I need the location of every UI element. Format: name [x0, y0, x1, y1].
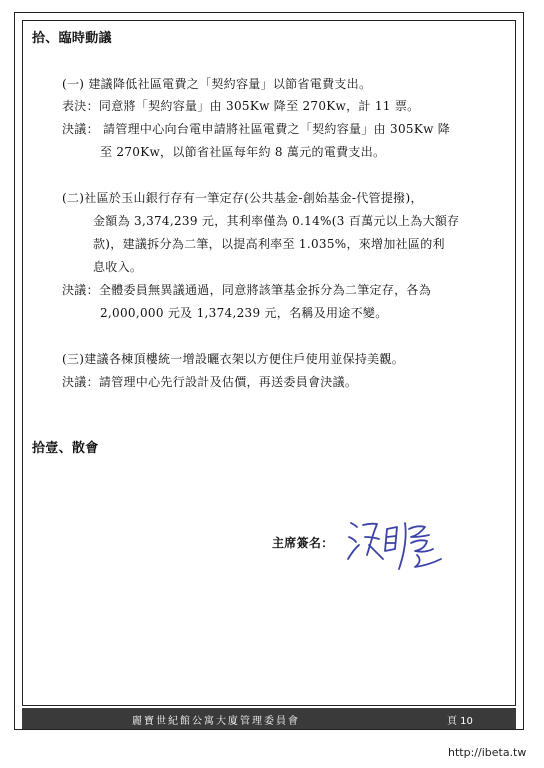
motion-2-text-line3: 款)，建議拆分為二筆，以提高利率至 1.035%，來增加社區的利: [93, 237, 445, 251]
website-watermark: http://ibeta.tw: [448, 746, 527, 759]
section-heading-temporary-motions: 拾、臨時動議: [32, 31, 112, 46]
motion-1-resolution: 決議： 請管理中心向台電申請將社區電費之「契約容量」由 305Kw 降: [62, 122, 451, 136]
motion-3-resolution: 決議：請管理中心先行設計及估價，再送委員會決議。: [62, 375, 358, 389]
section-heading-adjournment: 拾壹、散會: [32, 441, 99, 456]
chairman-signature-label: 主席簽名：: [272, 536, 334, 550]
motion-2-text-line2: 金額為 3,374,239 元，其利率僅為 0.14%(3 百萬元以上為大額存: [93, 214, 460, 228]
handwritten-signature: [345, 515, 455, 575]
motion-2-text-line4: 息收入。: [93, 260, 143, 274]
motion-2-resolution: 決議：全體委員無異議通過，同意將該筆基金拆分為二筆定存，各為: [62, 283, 432, 297]
motion-2-text: (二)社區於玉山銀行存有一筆定存(公共基金-創始基金-代管提撥)，: [62, 191, 423, 205]
motion-2-resolution-cont: 2,000,000 元及 1,374,239 元，名稱及用途不變。: [100, 306, 388, 320]
footer-page-number: 頁 10: [447, 716, 473, 727]
motion-3-text: (三)建議各棟頂樓統一增設曬衣架以方便住戶使用並保持美觀。: [62, 352, 405, 366]
footer-bar: [22, 708, 516, 729]
motion-1-vote: 表決：同意將「契約容量」由 305Kw 降至 270Kw，計 11 票。: [62, 99, 420, 113]
motion-1-resolution-cont: 至 270Kw，以節省社區每年約 8 萬元的電費支出。: [100, 145, 386, 159]
motion-1-text: (一) 建議降低社區電費之「契約容量」以節省電費支出。: [62, 77, 372, 91]
footer-organization: 麗寶世紀館公寓大廈管理委員會: [132, 716, 300, 727]
